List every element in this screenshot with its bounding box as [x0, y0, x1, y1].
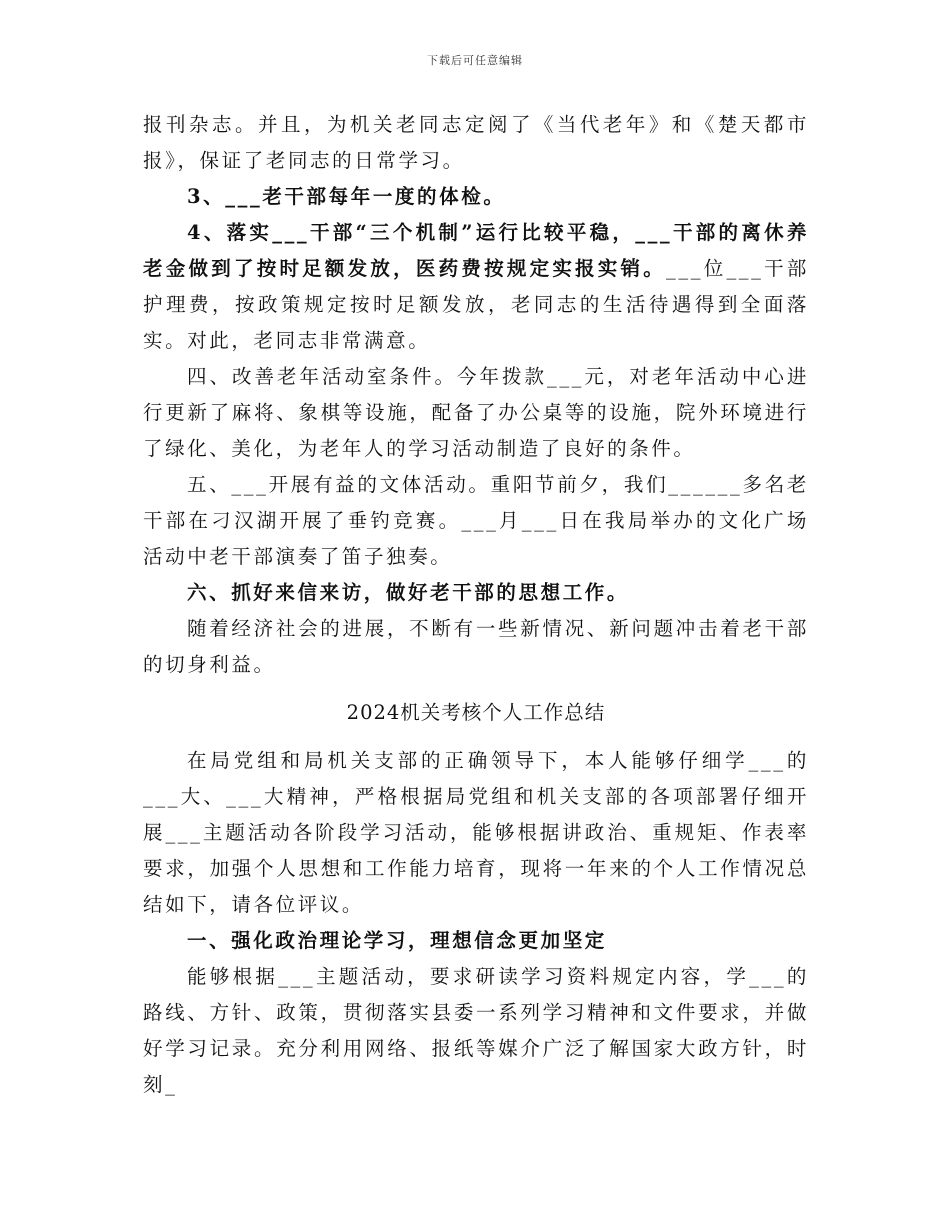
- paragraph-political-study: 能够根据___主题活动，要求研读学习资料规定内容，学___的路线、方针、政策，贯彻落实县委一系列学习精神和文件要求，并做好学习记录。充分利用网络、报纸等媒介广泛了解国家大政方针，时刻_: [143, 965, 809, 1096]
- page-header: 下载后可任意编辑: [427, 54, 523, 67]
- paragraph-social-progress: 随着经济社会的进展，不断有一些新情况、新问题冲击着老干部的切身利益。: [143, 617, 809, 676]
- document-body: [143, 107, 809, 1103]
- paragraph-introduction: 在局党组和局机关支部的正确领导下，本人能够仔细学___的___大、___大精神，严格根据局党组和机关支部的各项部署仔细开展___主题活动各阶段学习活动，能够根据讲政治、重规矩、作表率要求，加强个人思想和工作能力培育，现将一年来的个人工作情况总结如下，请各位评议。: [143, 749, 809, 916]
- paragraph-three-mechanisms-rest: ___位___干部护理费，按政策规定按时足额发放，老同志的生活待遇得到全面落实。对此，老同志非常满意。: [143, 257, 809, 352]
- paragraph-letters-visits: 六、抓好来信来访，做好老干部的思想工作。: [187, 581, 630, 604]
- paragraph-activity-room: 四、改善老年活动室条件。今年拨款___元，对老年活动中心进行更新了麻将、象棋等设施，配备了办公桌等的设施，院外环境进行了绿化、美化，为老年人的学习活动制造了良好的条件。: [143, 365, 809, 460]
- section-heading-political-theory: 一、强化政治理论学习，理想信念更加坚定: [187, 929, 607, 952]
- paragraph-cultural-activities: 五、___开展有益的文体活动。重阳节前夕，我们______多名老干部在刁汉湖开展了垂钓竞赛。___月___日在我局举办的文化广场活动中老干部演奏了笛子独奏。: [143, 473, 809, 568]
- paragraph-three-mechanisms: [143, 215, 809, 359]
- paragraph-health-check: 3、___老干部每年一度的体检。: [187, 185, 506, 208]
- paragraph-three-mechanisms-bold: 4、落实___干部“三个机制”运行比较平稳，___干部的离休养老金做到了按时足额发放，医药费按规定实报实销。: [143, 221, 809, 280]
- paragraph-newspapers: 报刊杂志。并且，为机关老同志定阅了《当代老年》和《楚天都市报》，保证了老同志的日常学习。: [143, 113, 809, 172]
- document-title: 2024机关考核个人工作总结: [346, 701, 606, 724]
